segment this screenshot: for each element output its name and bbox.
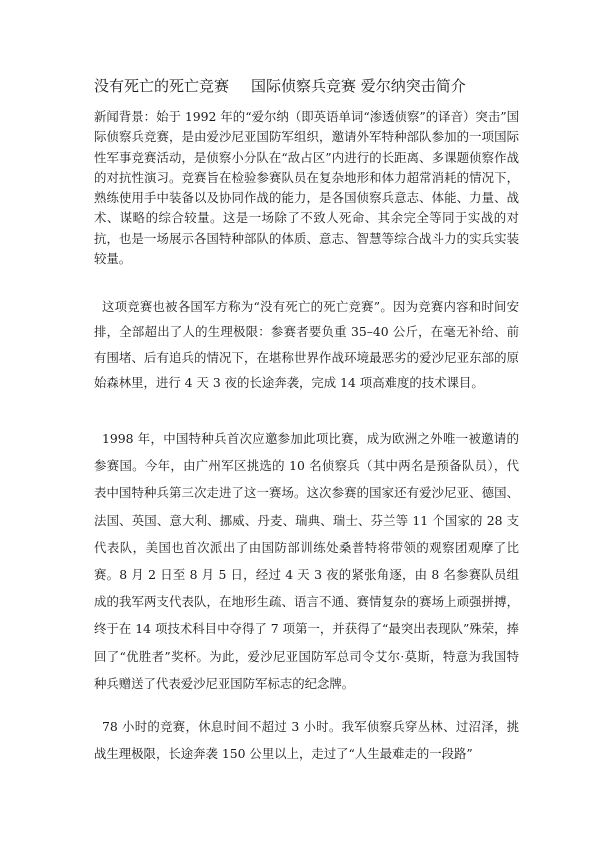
title-sub: 国际侦察兵竞赛 爱尔纳突击简介 [251, 77, 466, 95]
paragraph-78-hours: 78 小时的竞赛，休息时间不超过 3 小时。我军侦察兵穿丛林、过沼泽，挑战生理极限，长途奔袭 150 公里以上，走过了“人生最难走的一段路” [94, 719, 519, 761]
paragraph-news-background: 新闻背景：始于 1992 年的“爱尔纳（即英语单词“渗透侦察”的译音）突击”国际侦察兵竞赛，是由爱沙尼亚国防军组织，邀请外军特种部队参加的一项国际性军事竞赛活动，是侦察小分队在“敌占区”内进行的长距离、多课题侦察作战的对抗性演习。竞赛旨在检验参赛队员在复杂地形和体力超常消耗的情况下，熟练使用手中装备以及协同作战的能力，是各国侦察兵意志、体能、力量、战术、谋略的综合较量。这是一场除了不致人死命、其余完全等同于实战的对抗，也是一场展示各国特种部队的体质、意志、智慧等综合战斗力的实兵实装较量。 [94, 109, 519, 267]
title-main: 没有死亡的死亡竞赛 [94, 77, 230, 95]
paragraph-china-participation: 1998 年，中国特种兵首次应邀参加此项比赛，成为欧洲之外唯一被邀请的参赛国。今年，由广州军区挑选的 10 名侦察兵（其中两名是预备队员），代表中国特种兵第三次走进了这一赛场。这次参赛的国家还有爱沙尼亚、德国、法国、英国、意大利、挪威、丹麦、瑞典、瑞士、芬兰等 11 个国家的 28 支代表队，美国也首次派出了由国防部训练处桑普特将带领的观察团观摩了比赛。8 月 2 日至 8 月 5 日，经过 4 天 3 夜的紧张角逐，由 8 名参赛队员组成的我军两支代表队，在地形生疏、语言不通、赛情复杂的赛场上顽强拼搏，终于在 14 项技术科目中夺得了 7 项第一，并获得了“最突出表现队”殊荣，捧回了“优胜者”奖杯。为此，爱沙尼亚国防军总司令艾尔·莫斯，特意为我国特种兵赠送了代表爱沙尼亚国防军标志的纪念牌。 [94, 431, 519, 691]
document-title [94, 76, 534, 96]
paragraph-death-race: 这项竞赛也被各国军方称为“没有死亡的死亡竞赛”。因为竞赛内容和时间安排，全部超出了人的生理极限：参赛者要负重 35–40 公斤，在毫无补给、前有围堵、后有追兵的情况下，在堪称世界作战环境最恶劣的爱沙尼亚东部的原始森林里，进行 4 天 3 夜的长途奔袭，完成 14 项高难度的技术课目。 [94, 299, 519, 390]
